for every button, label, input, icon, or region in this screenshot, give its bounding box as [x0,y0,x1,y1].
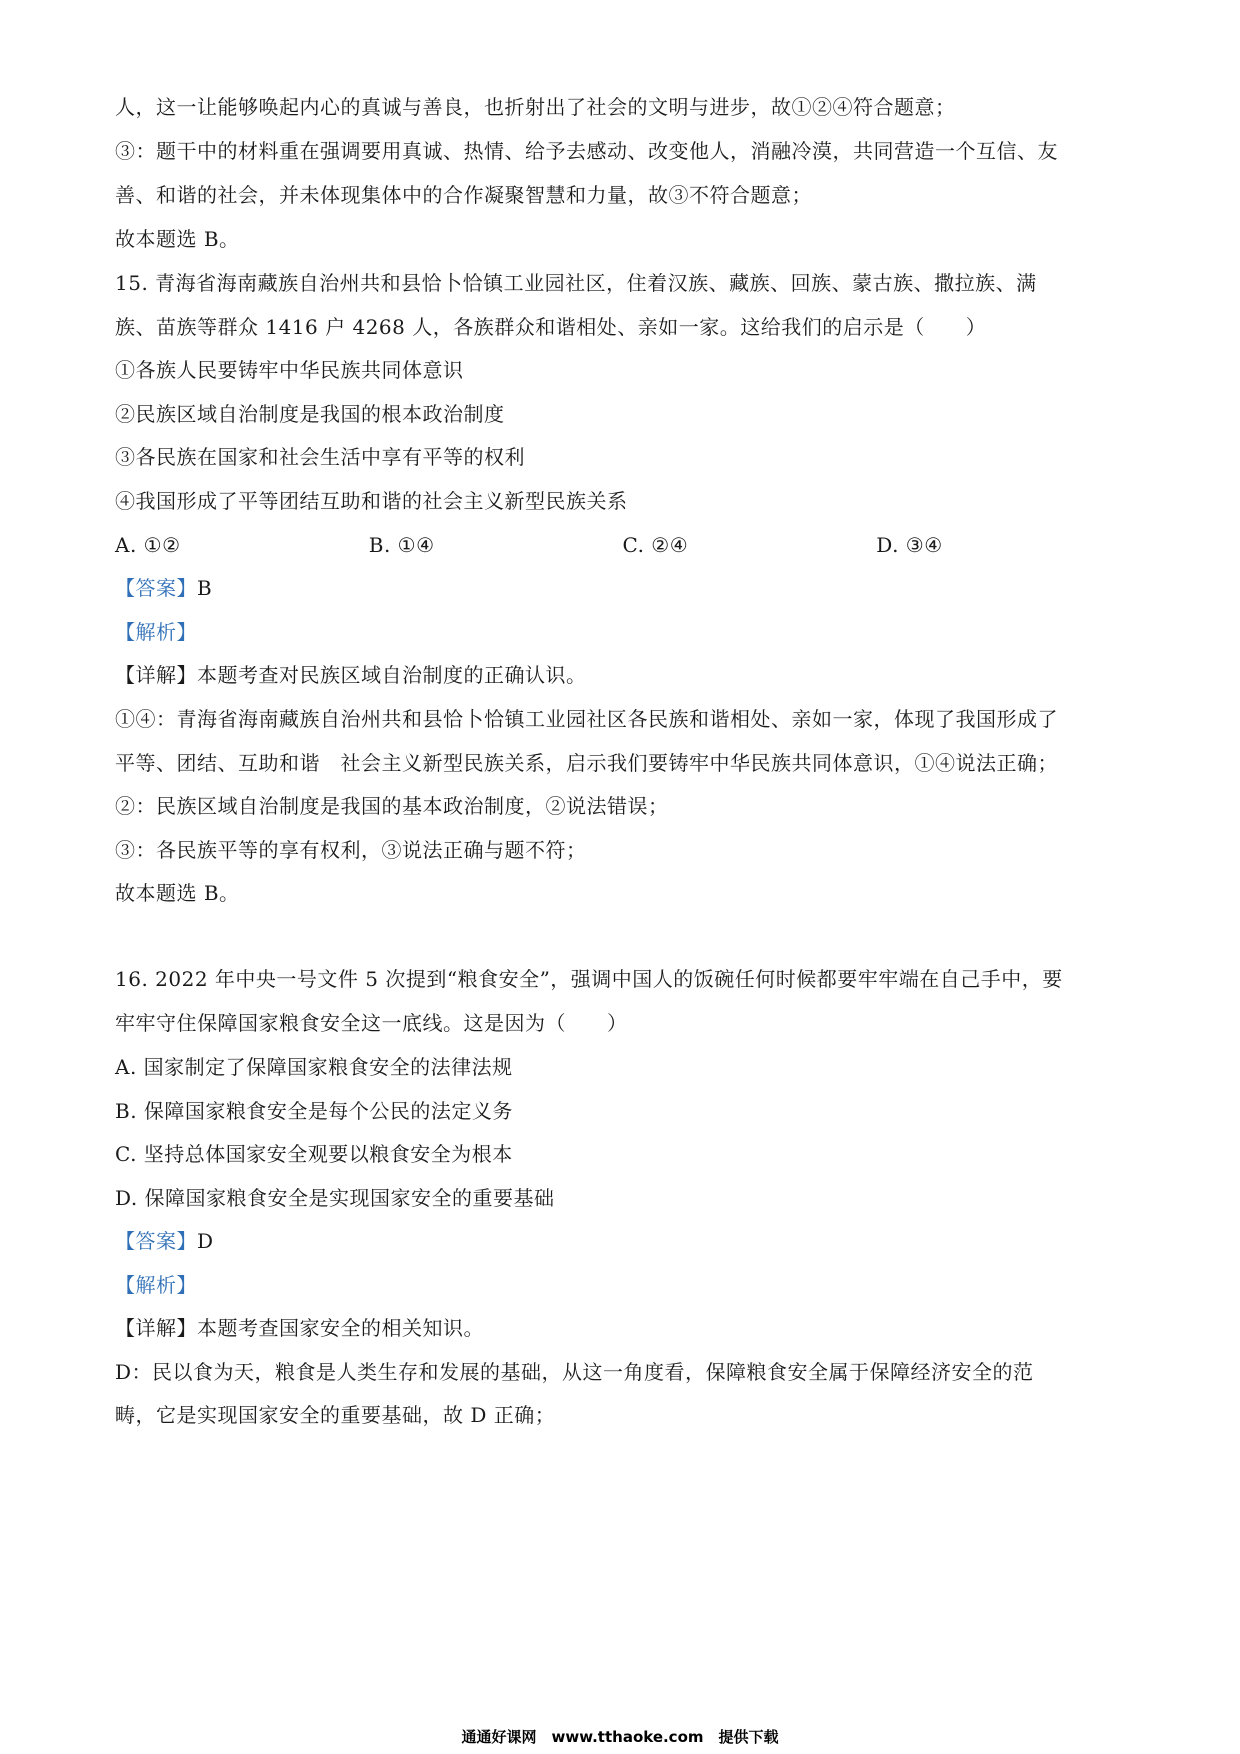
answer-tag: 【答案】 [115,1229,197,1253]
q15-option-c: C. ②④ [622,533,689,557]
q15-option-a: A. ①② [115,533,181,557]
q15-explanation-line: ③：各民族平等的享有权利，③说法正确与题不符； [115,838,587,862]
q15-explanation-line: 平等、团结、互助和谐 社会主义新型民族关系，启示我们要铸牢中华民族共同体意识，①④说法正确； [115,751,1058,775]
answer-value: B [197,576,213,600]
q16-explanation-line: D：民以食为天，粮食是人类生存和发展的基础，从这一角度看，保障粮食安全属于保障经济安全的范 [115,1360,1034,1384]
q16-stem: 牢牢守住保障国家粮食安全这一底线。这是因为（ ） [115,1011,628,1035]
q16-analysis-tag: 【解析】 [115,1273,197,1297]
q16-answer [115,1228,1130,1254]
q16-option-b: B. 保障国家粮食安全是每个公民的法定义务 [115,1099,513,1123]
q15-explanation-line: ①④：青海省海南藏族自治州共和县恰卜恰镇工业园社区各民族和谐相处、亲如一家，体现了我国形成了 [115,707,1058,731]
q15-stem: 族、苗族等群众 1416 户 4268 人，各族群众和谐相处、亲如一家。这给我们的启示是（ ） [115,315,987,339]
q15-explanation-line: ②：民族区域自治制度是我国的基本政治制度，②说法错误； [115,794,669,818]
q15-conclusion: 故本题选 B。 [115,881,240,905]
q14-explanation-line: 人，这一让能够唤起内心的真诚与善良，也折射出了社会的文明与进步，故①②④符合题意； [115,95,956,119]
q15-statement-1: ①各族人民要铸牢中华民族共同体意识 [115,358,464,382]
q15-options [115,532,1130,558]
q15-option-b: B. ①④ [368,533,435,557]
q14-conclusion: 故本题选 B。 [115,227,240,251]
q15-stem: 15. 青海省海南藏族自治州共和县恰卜恰镇工业园社区，住着汉族、藏族、回族、蒙古族、撒拉族、满 [115,271,1037,295]
q15-statement-3: ③各民族在国家和社会生活中享有平等的权利 [115,445,525,469]
q15-detail: 【详解】本题考查对民族区域自治制度的正确认识。 [115,663,587,687]
q15-analysis-tag: 【解析】 [115,620,197,644]
q16-explanation-line: 畴，它是实现国家安全的重要基础，故 D 正确； [115,1403,556,1427]
q16-option-d: D. 保障国家粮食安全是实现国家安全的重要基础 [115,1186,555,1210]
q15-statement-4: ④我国形成了平等团结互助和谐的社会主义新型民族关系 [115,489,628,513]
q16-detail: 【详解】本题考查国家安全的相关知识。 [115,1316,484,1340]
q16-stem: 16. 2022 年中央一号文件 5 次提到“粮食安全”，强调中国人的饭碗任何时候都要牢牢端在自己手中，要 [115,967,1063,991]
answer-value: D [197,1229,214,1253]
footer-watermark: 通通好课网 www.tthaoke.com 提供下载 [461,1728,779,1746]
q14-explanation-line: ③：题干中的材料重在强调要用真诚、热情、给予去感动、改变他人，消融冷漠，共同营造一个互信、友 [115,139,1058,163]
q16-option-c: C. 坚持总体国家安全观要以粮食安全为根本 [115,1142,513,1166]
q15-option-d: D. ③④ [876,533,943,557]
q15-answer [115,575,1130,601]
q14-explanation-line: 善、和谐的社会，并未体现集体中的合作凝聚智慧和力量，故③不符合题意； [115,183,812,207]
answer-tag: 【答案】 [115,576,197,600]
q16-option-a: A. 国家制定了保障国家粮食安全的法律法规 [115,1055,513,1079]
q15-statement-2: ②民族区域自治制度是我国的根本政治制度 [115,402,505,426]
